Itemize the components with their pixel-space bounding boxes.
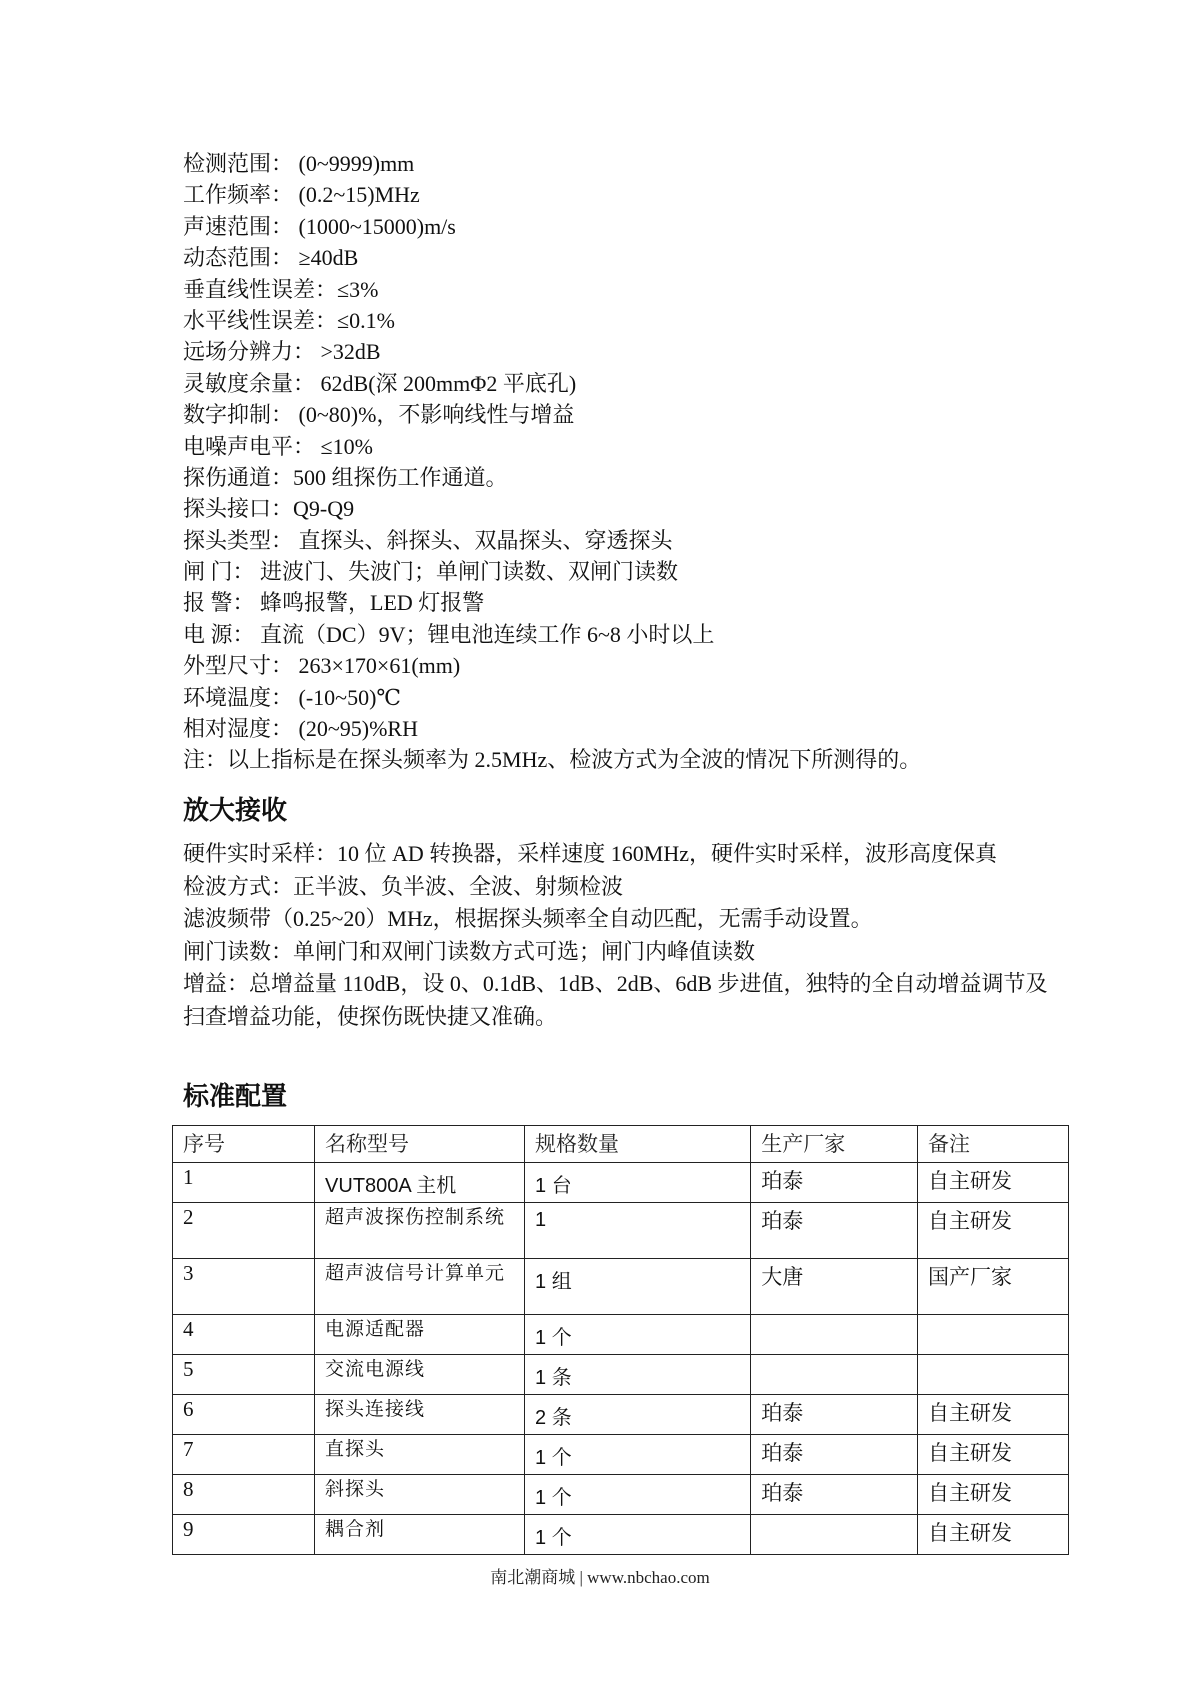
spec-label: 水平线性误差： [183, 307, 338, 333]
table-row [173, 1355, 1069, 1395]
note-cell: 自主研发 [918, 1435, 1069, 1475]
spec-label: 探头类型： [183, 527, 294, 553]
header-cell: 序号 [173, 1126, 315, 1163]
index-cell: 9 [173, 1515, 315, 1555]
index-cell: 3 [173, 1259, 315, 1315]
table-row [173, 1515, 1069, 1555]
spec-label: 灵敏度余量： [183, 370, 316, 396]
spec-label: 外型尺寸： [183, 653, 294, 679]
index-cell: 8 [173, 1475, 315, 1515]
spec-value: 直流（DC）9V；锂电池连续工作 6~8 小时以上 [260, 621, 715, 647]
maker-cell: 珀泰 [751, 1163, 918, 1203]
table-row [173, 1475, 1069, 1515]
index-cell: 6 [173, 1395, 315, 1435]
table-row [173, 1163, 1069, 1203]
spec-label: 环境温度： [183, 684, 294, 710]
spec-line [183, 274, 1083, 305]
spec-value: (1000~15000)m/s [298, 213, 456, 239]
spec-note [183, 744, 1083, 775]
spec-value: 蜂鸣报警，LED 灯报警 [260, 590, 485, 616]
spec-line [183, 399, 1083, 430]
note-cell: 自主研发 [918, 1203, 1069, 1259]
spec-label: 工作频率： [183, 182, 294, 208]
spec-value: (0~80)%，不影响线性与增益 [298, 402, 575, 428]
qty-cell: 1 个 [525, 1475, 751, 1515]
spec-line [183, 368, 1083, 399]
spec-line [183, 242, 1083, 273]
table-row [173, 1203, 1069, 1259]
section-heading-amplifier: 放大接收 [183, 795, 288, 825]
section-heading-config: 标准配置 [183, 1081, 288, 1111]
spec-value: (0.2~15)MHz [298, 182, 420, 208]
spec-value: ≤10% [320, 433, 373, 459]
maker-cell: 珀泰 [751, 1475, 918, 1515]
maker-cell: 大唐 [751, 1259, 918, 1315]
spec-label: 数字抑制： [183, 402, 294, 428]
qty-cell: 1 个 [525, 1435, 751, 1475]
note-cell [918, 1315, 1069, 1355]
paragraph: 滤波频带（0.25~20）MHz，根据探头频率全自动匹配，无需手动设置。 [183, 906, 873, 931]
header-cell: 规格数量 [525, 1126, 751, 1163]
table-row [173, 1435, 1069, 1475]
index-cell: 1 [173, 1163, 315, 1203]
index-cell: 2 [173, 1203, 315, 1259]
spec-line [183, 713, 1083, 744]
qty-cell: 1 个 [525, 1315, 751, 1355]
note-cell: 自主研发 [918, 1515, 1069, 1555]
name-cell: 超声波信号计算单元 [315, 1259, 525, 1315]
spec-line [183, 431, 1083, 462]
name-cell: 耦合剂 [315, 1515, 525, 1555]
spec-value: 以上指标是在探头频率为 2.5MHz、检波方式为全波的情况下所测得的。 [227, 747, 922, 773]
paragraph: 增益：总增益量 110dB，设 0、0.1dB、1dB、2dB、6dB 步进值，独特的全自动增益调节及扫查增益功能，使探伤既快捷又准确。 [183, 971, 1048, 1029]
amplifier-paragraphs [183, 838, 1063, 1033]
table-row [173, 1259, 1069, 1315]
maker-cell [751, 1515, 918, 1555]
spec-label: 相对湿度： [183, 716, 294, 742]
spec-value: 直探头、斜探头、双晶探头、穿透探头 [298, 527, 673, 553]
spec-label: 探伤通道： [183, 464, 294, 490]
note-cell: 自主研发 [918, 1475, 1069, 1515]
spec-label: 声速范围： [183, 213, 294, 239]
spec-line [183, 682, 1083, 713]
spec-label: 动态范围： [183, 245, 294, 271]
note-cell: 国产厂家 [918, 1259, 1069, 1315]
spec-value: Q9-Q9 [293, 496, 355, 522]
spec-line [183, 650, 1083, 681]
spec-value: (0~9999)mm [298, 151, 415, 176]
maker-cell: 珀泰 [751, 1435, 918, 1475]
header-cell: 生产厂家 [751, 1126, 918, 1163]
qty-cell: 1 组 [525, 1259, 751, 1315]
spec-label: 电噪声电平： [183, 433, 316, 459]
spec-list [183, 148, 1083, 776]
qty-cell: 2 条 [525, 1395, 751, 1435]
spec-label: 检测范围： [183, 151, 294, 176]
spec-line [183, 148, 1083, 179]
note-cell: 自主研发 [918, 1163, 1069, 1203]
name-cell: VUT800A 主机 [315, 1163, 525, 1203]
spec-line [183, 525, 1083, 556]
table-row [173, 1315, 1069, 1355]
spec-value: 263×170×61(mm) [298, 653, 461, 679]
maker-cell: 珀泰 [751, 1203, 918, 1259]
spec-line [183, 587, 1083, 618]
name-cell: 斜探头 [315, 1475, 525, 1515]
spec-value: (20~95)%RH [298, 716, 418, 742]
header-cell: 备注 [918, 1126, 1069, 1163]
maker-cell [751, 1315, 918, 1355]
page-footer: 南北潮商城 | www.nbchao.com [490, 1568, 710, 1587]
spec-value: (-10~50)℃ [298, 684, 402, 710]
paragraph: 闸门读数：单闸门和双闸门读数方式可选；闸门内峰值读数 [183, 938, 756, 964]
spec-label: 垂直线性误差： [183, 276, 338, 302]
spec-value: 进波门、失波门；单闸门读数、双闸门读数 [260, 559, 679, 585]
spec-line [183, 211, 1083, 242]
maker-cell [751, 1355, 918, 1395]
note-cell: 自主研发 [918, 1395, 1069, 1435]
paragraph: 硬件实时采样：10 位 AD 转换器，采样速度 160MHz，硬件实时采样，波形高度保真 [183, 841, 997, 866]
header-cell: 名称型号 [315, 1126, 525, 1163]
qty-cell: 1 个 [525, 1515, 751, 1555]
spec-label: 远场分辨力： [183, 339, 316, 365]
qty-cell: 1 台 [525, 1163, 751, 1203]
name-cell: 交流电源线 [315, 1355, 525, 1395]
paragraph: 检波方式：正半波、负半波、全波、射频检波 [183, 873, 624, 899]
config-table [172, 1125, 1069, 1555]
qty-cell: 1 [525, 1203, 751, 1259]
spec-value: 500 组探伤工作通道。 [293, 464, 508, 490]
spec-line [183, 305, 1083, 336]
spec-label: 注： [183, 747, 228, 773]
spec-line [183, 493, 1083, 524]
spec-line [183, 556, 1083, 587]
table-header-row [173, 1126, 1069, 1163]
name-cell: 超声波探伤控制系统 [315, 1203, 525, 1259]
spec-label: 电 源： [183, 621, 255, 647]
spec-line [183, 179, 1083, 210]
index-cell: 7 [173, 1435, 315, 1475]
name-cell: 直探头 [315, 1435, 525, 1475]
spec-label: 探头接口： [183, 496, 294, 522]
spec-line [183, 462, 1083, 493]
name-cell: 探头连接线 [315, 1395, 525, 1435]
qty-cell: 1 条 [525, 1355, 751, 1395]
index-cell: 4 [173, 1315, 315, 1355]
spec-line [183, 336, 1083, 367]
table-row [173, 1395, 1069, 1435]
spec-label: 闸 门： [183, 559, 255, 585]
spec-value: 62dB(深 200mmΦ2 平底孔) [320, 370, 577, 396]
spec-line [183, 619, 1083, 650]
spec-value: ≤3% [337, 276, 379, 302]
maker-cell: 珀泰 [751, 1395, 918, 1435]
spec-value: ≤0.1% [337, 307, 395, 333]
note-cell [918, 1355, 1069, 1395]
index-cell: 5 [173, 1355, 315, 1395]
spec-value: >32dB [320, 339, 381, 365]
spec-value: ≥40dB [298, 245, 359, 271]
name-cell: 电源适配器 [315, 1315, 525, 1355]
spec-label: 报 警： [183, 590, 255, 616]
